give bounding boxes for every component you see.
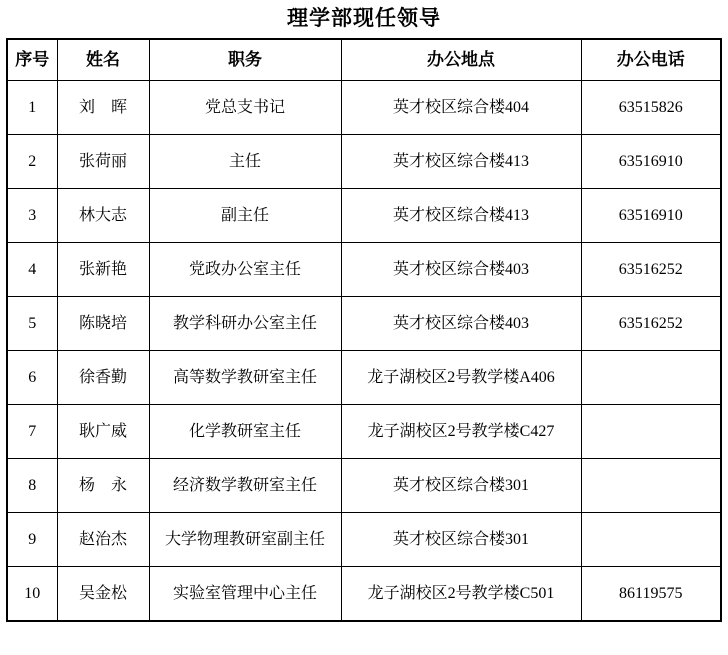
cell-seq: 7 <box>7 405 57 459</box>
cell-name: 杨 永 <box>57 459 149 513</box>
table-row <box>7 189 721 243</box>
cell-post: 高等数学教研室主任 <box>149 351 341 405</box>
cell-seq: 6 <box>7 351 57 405</box>
cell-office: 英才校区综合楼403 <box>341 297 581 351</box>
cell-phone <box>581 405 721 459</box>
cell-seq: 4 <box>7 243 57 297</box>
cell-office: 英才校区综合楼404 <box>341 81 581 135</box>
column-header-name: 姓名 <box>57 39 149 81</box>
cell-name: 赵治杰 <box>57 513 149 567</box>
page-title: 理学部现任领导 <box>287 6 441 30</box>
cell-post: 化学教研室主任 <box>149 405 341 459</box>
table-row <box>7 135 721 189</box>
table-row <box>7 459 721 513</box>
leaders-table <box>6 38 722 622</box>
cell-phone: 63516910 <box>581 189 721 243</box>
cell-phone: 63516910 <box>581 135 721 189</box>
cell-phone: 63515826 <box>581 81 721 135</box>
cell-post: 实验室管理中心主任 <box>149 567 341 622</box>
column-header-phone: 办公电话 <box>581 39 721 81</box>
cell-name: 张荷丽 <box>57 135 149 189</box>
cell-seq: 3 <box>7 189 57 243</box>
cell-name: 吴金松 <box>57 567 149 622</box>
table-header <box>7 39 721 81</box>
table-row <box>7 405 721 459</box>
cell-seq: 1 <box>7 81 57 135</box>
table-row <box>7 351 721 405</box>
table-row <box>7 243 721 297</box>
table-body <box>7 81 721 622</box>
cell-name: 耿广威 <box>57 405 149 459</box>
cell-post: 教学科研办公室主任 <box>149 297 341 351</box>
cell-office: 英才校区综合楼403 <box>341 243 581 297</box>
cell-post: 大学物理教研室副主任 <box>149 513 341 567</box>
column-header-office: 办公地点 <box>341 39 581 81</box>
cell-phone <box>581 513 721 567</box>
table-row <box>7 513 721 567</box>
column-header-post: 职务 <box>149 39 341 81</box>
cell-post: 经济数学教研室主任 <box>149 459 341 513</box>
cell-seq: 9 <box>7 513 57 567</box>
cell-seq: 2 <box>7 135 57 189</box>
cell-phone: 63516252 <box>581 297 721 351</box>
table-row <box>7 297 721 351</box>
cell-post: 党总支书记 <box>149 81 341 135</box>
cell-office: 英才校区综合楼301 <box>341 459 581 513</box>
cell-office: 英才校区综合楼413 <box>341 135 581 189</box>
cell-seq: 5 <box>7 297 57 351</box>
cell-office: 龙子湖校区2号教学楼A406 <box>341 351 581 405</box>
column-header-seq: 序号 <box>7 39 57 81</box>
cell-name: 林大志 <box>57 189 149 243</box>
table-row <box>7 567 721 622</box>
cell-name: 陈晓培 <box>57 297 149 351</box>
cell-seq: 8 <box>7 459 57 513</box>
cell-post: 副主任 <box>149 189 341 243</box>
cell-office: 龙子湖校区2号教学楼C427 <box>341 405 581 459</box>
cell-office: 英才校区综合楼301 <box>341 513 581 567</box>
cell-post: 主任 <box>149 135 341 189</box>
cell-phone: 63516252 <box>581 243 721 297</box>
table-row <box>7 81 721 135</box>
cell-name: 张新艳 <box>57 243 149 297</box>
cell-name: 刘 晖 <box>57 81 149 135</box>
cell-phone <box>581 351 721 405</box>
cell-phone: 86119575 <box>581 567 721 622</box>
cell-name: 徐香勤 <box>57 351 149 405</box>
cell-post: 党政办公室主任 <box>149 243 341 297</box>
cell-phone <box>581 459 721 513</box>
cell-office: 英才校区综合楼413 <box>341 189 581 243</box>
table-header-row <box>7 39 721 81</box>
cell-seq: 10 <box>7 567 57 622</box>
cell-office: 龙子湖校区2号教学楼C501 <box>341 567 581 622</box>
